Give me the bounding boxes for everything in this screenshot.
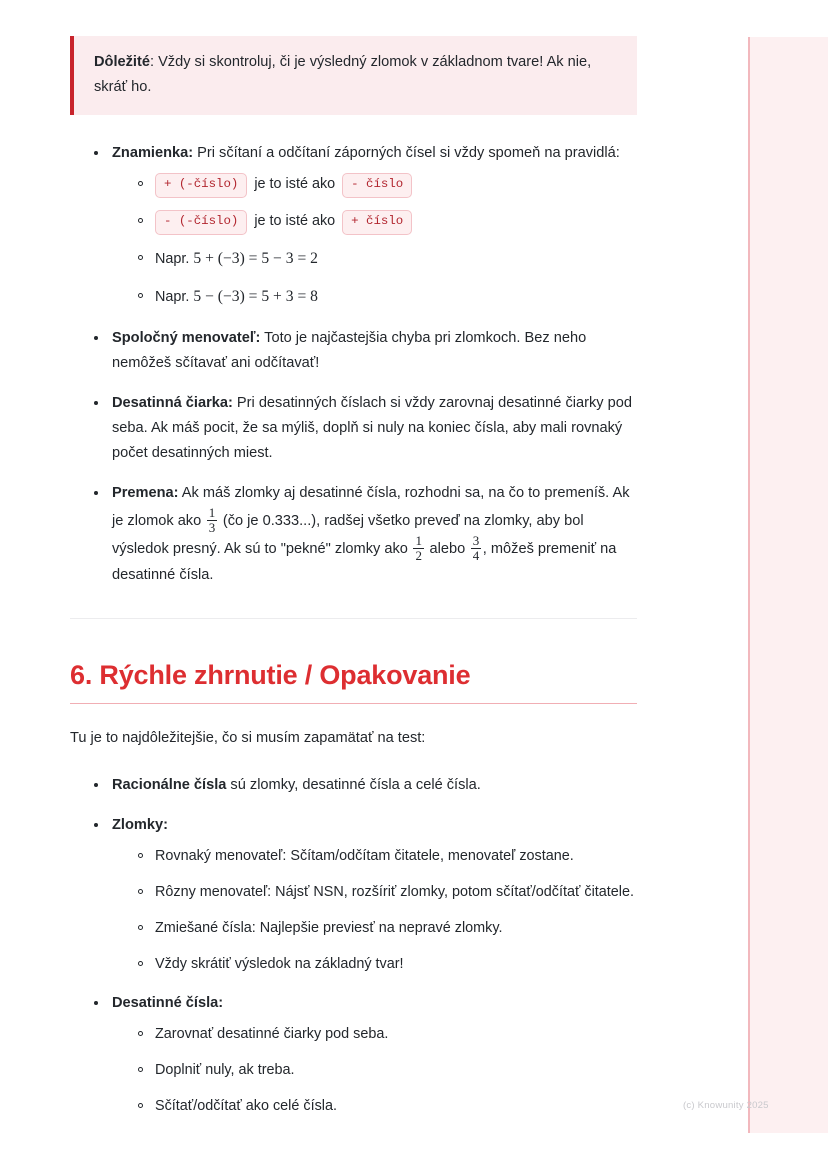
fraction-numerator: 3 <box>472 533 480 549</box>
example-item <box>138 284 637 311</box>
rule-item <box>138 172 637 198</box>
callout-text: Vždy si skontroluj, či je výsledný zlomok v základnom tvare! Ak nie, skráť ho. <box>94 54 592 96</box>
tip-desatinna-ciarka <box>94 391 637 466</box>
callout-label-suffix: : <box>149 54 159 70</box>
tip-znamienka <box>94 141 637 311</box>
fraction-three-quarters <box>471 534 482 562</box>
callout-paragraph <box>94 50 619 100</box>
fraction-denominator: 3 <box>208 519 216 535</box>
summary-desatinne-label: Desatinné čísla: <box>112 995 224 1012</box>
rule-middle-text: je to isté ako <box>254 213 336 230</box>
zlomky-sublist <box>112 844 637 976</box>
summary-racionalne-text: sú zlomky, desatinné čísla a celé čísla. <box>226 777 481 794</box>
important-callout <box>70 36 637 115</box>
list-item: Rôzny menovateľ: Nájsť NSN, rozšíriť zlomky, potom sčítať/odčítať čitatele. <box>138 880 637 905</box>
note-content <box>70 36 637 1134</box>
code-chip-left: - (-číslo) <box>155 210 247 235</box>
example-math: 5 − (−3) = 5 + 3 = 8 <box>193 288 318 306</box>
title-underline <box>70 703 637 704</box>
page-title: 6. Rýchle zhrnutie / Opakovanie <box>70 659 471 690</box>
example-prefix: Napr. <box>155 251 194 268</box>
tip-znamienka-text: Pri sčítaní a odčítaní záporných čísel si vždy spomeň na pravidlá: <box>193 145 620 162</box>
znamienka-rules <box>112 172 637 311</box>
tip-spolocny-text: Toto je najčastejšia chyba pri zlomkoch. Bez neho nemôžeš sčítavať ani odčítavať! <box>112 329 587 371</box>
watermark: (c) Knowunity 2025 <box>683 1100 769 1111</box>
fraction-denominator: 2 <box>415 547 422 563</box>
tip-premena <box>94 481 637 587</box>
example-prefix: Napr. <box>155 289 194 306</box>
rule-middle-text: je to isté ako <box>254 176 336 193</box>
code-chip-left: + (-číslo) <box>155 173 247 198</box>
list-item: Vždy skrátiť výsledok na základný tvar! <box>138 952 637 977</box>
summary-racionalne <box>94 773 637 798</box>
summary-desatinne <box>94 991 637 1118</box>
tip-desatinna-text: Pri desatinných číslach si vždy zarovnaj desatinné čiarky pod seba. Ak máš pocit, že sa mýliš, doplň si nuly na koniec čísla, aby mali rovnaký počet desatinných miest. <box>112 395 632 462</box>
tip-spolocny-label: Spoločný menovateľ: <box>112 329 261 346</box>
tip-premena-part3: alebo <box>425 541 470 558</box>
section-intro: Tu je to najdôležitejšie, čo si musím zapamätať na test: <box>70 729 426 746</box>
tips-list <box>70 141 637 587</box>
tip-premena-part1: Ak máš zlomky aj desatinné čísla, rozhodni sa, na čo to premeníš. Ak je zlomok ako <box>112 485 630 530</box>
list-item: Zmiešané čísla: Najlepšie previesť na nepravé zlomky. <box>138 916 637 941</box>
code-chip-right: - číslo <box>342 173 412 198</box>
list-item: Sčítať/odčítať ako celé čísla. <box>138 1094 637 1119</box>
example-math: 5 + (−3) = 5 − 3 = 2 <box>193 250 318 268</box>
tip-premena-part4: , môžeš premeniť na desatinné čísla. <box>112 541 617 583</box>
fraction-numerator: 1 <box>415 533 422 549</box>
tip-desatinna-label: Desatinná čiarka: <box>112 395 233 412</box>
tip-premena-part2: (čo je 0.333...), radšej všetko preveď na zlomky, aby bol výsledok presný. Ak sú to "pekné" zlomky ako <box>112 513 584 558</box>
summary-list <box>70 773 637 1119</box>
fraction-denominator: 4 <box>472 547 480 563</box>
summary-zlomky <box>94 813 637 976</box>
list-item: Zarovnať desatinné čiarky pod seba. <box>138 1022 637 1047</box>
right-accent-strip <box>748 37 828 1133</box>
rule-item <box>138 209 637 235</box>
summary-zlomky-label: Zlomky: <box>112 817 168 834</box>
fraction-one-third <box>207 506 218 534</box>
list-item: Doplniť nuly, ak treba. <box>138 1058 637 1083</box>
tip-spolocny-menovatel <box>94 326 637 376</box>
callout-label: Dôležité <box>94 54 150 70</box>
tip-premena-label: Premena: <box>112 485 179 502</box>
code-chip-right: + číslo <box>342 210 412 235</box>
section-divider <box>70 618 637 619</box>
summary-racionalne-label: Racionálne čísla <box>112 777 227 794</box>
list-item: Rovnaký menovateľ: Sčítam/odčítam čitatele, menovateľ zostane. <box>138 844 637 869</box>
desatinne-sublist <box>112 1022 637 1118</box>
tip-znamienka-label: Znamienka: <box>112 145 194 162</box>
fraction-one-half <box>413 534 424 562</box>
example-item <box>138 246 637 273</box>
fraction-numerator: 1 <box>208 505 216 521</box>
